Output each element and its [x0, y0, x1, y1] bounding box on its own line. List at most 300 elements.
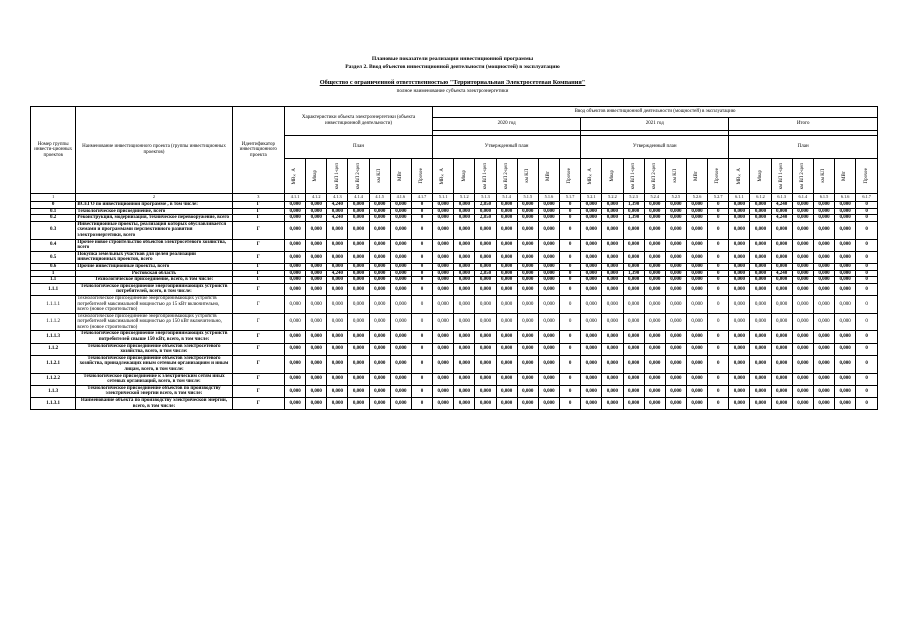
row-value: 0,000: [454, 239, 475, 251]
row-value: 0: [560, 343, 581, 355]
table-row: [31, 202, 878, 209]
row-value: 0: [856, 283, 878, 295]
column-number: 5.1.5: [517, 194, 538, 202]
row-value: 0,000: [623, 277, 644, 284]
document-title: Плановые показатели реализации инвестиционной программы: [371, 56, 534, 62]
row-value: 0,000: [771, 239, 792, 251]
header-unit: [813, 159, 834, 194]
row-value: 0,000: [644, 283, 665, 295]
unit-label: МВ×А: [292, 167, 298, 185]
row-value: 0,000: [771, 313, 792, 331]
row-value: 0,000: [285, 202, 306, 209]
row-value: 0,000: [602, 373, 623, 385]
row-value: 0,000: [581, 385, 602, 397]
row-value: 0,000: [835, 373, 856, 385]
header-unit: [538, 159, 559, 194]
row-number: 1.1.3: [31, 385, 76, 397]
row-value: 0,000: [813, 295, 834, 313]
row-value: 0,000: [538, 277, 559, 284]
row-value: 0,000: [644, 208, 665, 215]
row-value: 0,000: [390, 385, 411, 397]
row-value: 0: [708, 239, 729, 251]
row-value: 0,000: [729, 295, 750, 313]
row-value: 0,000: [454, 270, 475, 277]
row-value: 0,000: [602, 208, 623, 215]
row-value: 0,000: [835, 251, 856, 263]
table-row: [31, 385, 878, 397]
row-value: 0,000: [348, 398, 369, 410]
row-value: 4,240: [327, 202, 348, 209]
column-number: 4.1.2: [306, 194, 327, 202]
row-value: 0: [856, 385, 878, 397]
row-value: 0,000: [538, 208, 559, 215]
column-number: 4.1.5: [369, 194, 390, 202]
row-value: 0,000: [433, 221, 454, 239]
row-value: 0,000: [665, 331, 686, 343]
row-value: 0,000: [517, 215, 538, 222]
row-value: 0,000: [369, 202, 390, 209]
row-id: Г: [232, 263, 284, 270]
row-value: 0,000: [729, 215, 750, 222]
row-value: 0: [856, 270, 878, 277]
row-value: 0,000: [285, 270, 306, 277]
row-name: Технологическое присоединение энергопринимающих устройств потребителей свыше 150 кВт, всего, в том числе:: [76, 331, 232, 343]
row-value: 0: [856, 239, 878, 251]
table-row: [31, 373, 878, 385]
row-value: 0,000: [750, 221, 771, 239]
column-number: 4.1.6: [390, 194, 411, 202]
row-value: 0,000: [306, 331, 327, 343]
header-characteristics: Характеристики объекта электроэнергетики (объекта инвестиционной деятельности): [285, 107, 433, 136]
row-value: 0,000: [306, 270, 327, 277]
row-value: 0,000: [285, 331, 306, 343]
row-value: 0: [708, 331, 729, 343]
row-value: 0,000: [369, 283, 390, 295]
row-value: 0,000: [602, 385, 623, 397]
row-value: 0: [856, 277, 878, 284]
row-value: 0,000: [750, 270, 771, 277]
row-value: 0: [411, 208, 432, 215]
row-value: 0,000: [750, 263, 771, 270]
row-number: 1.1.1.2: [31, 313, 76, 331]
row-value: 0,000: [306, 295, 327, 313]
row-value: 0,000: [665, 295, 686, 313]
row-value: 0,000: [475, 355, 496, 373]
row-value: 0,000: [538, 343, 559, 355]
row-value: 0,000: [517, 202, 538, 209]
row-value: 0: [708, 398, 729, 410]
column-number: 4.1.1: [285, 194, 306, 202]
row-value: 0,000: [306, 277, 327, 284]
row-value: 0: [856, 221, 878, 239]
row-value: 0: [560, 295, 581, 313]
header-unit: [560, 159, 581, 194]
row-value: 0,000: [454, 343, 475, 355]
header-approved-plan-2020: Утвержденный план: [433, 136, 581, 159]
row-value: 0,000: [475, 331, 496, 343]
row-value: 0,000: [348, 283, 369, 295]
row-value: 0,000: [496, 295, 517, 313]
row-value: 0,000: [729, 251, 750, 263]
row-name: Технологическое присоединение энергопринимающих устройств потребителей, всего, в том числе:: [76, 283, 232, 295]
row-value: 0,000: [750, 215, 771, 222]
header-approved-plan-2021: Утвержденный план: [581, 136, 729, 159]
row-value: 0: [560, 355, 581, 373]
row-value: 0,000: [538, 373, 559, 385]
unit-label: км ВЛ 2-цеп: [651, 162, 657, 190]
row-value: 1,390: [623, 202, 644, 209]
row-value: 0,000: [496, 221, 517, 239]
row-value: 0,000: [686, 239, 707, 251]
unit-label: Прочее: [715, 168, 721, 184]
row-value: 0,000: [496, 270, 517, 277]
row-value: 0,000: [285, 277, 306, 284]
row-value: 0,000: [390, 239, 411, 251]
row-value: 0,000: [369, 270, 390, 277]
row-value: 0,000: [771, 355, 792, 373]
row-value: 0,000: [686, 343, 707, 355]
row-value: 0,000: [792, 373, 813, 385]
row-value: 0,000: [792, 215, 813, 222]
row-value: 0,000: [665, 343, 686, 355]
row-value: 0,000: [475, 283, 496, 295]
column-number: 6.1.4: [792, 194, 813, 202]
row-value: 0,000: [792, 251, 813, 263]
row-value: 0,000: [390, 283, 411, 295]
row-value: 0,000: [517, 277, 538, 284]
row-value: 2,850: [475, 202, 496, 209]
row-value: 0,000: [813, 373, 834, 385]
table-row: [31, 208, 878, 215]
row-value: 0,000: [750, 373, 771, 385]
row-value: 0,000: [835, 331, 856, 343]
row-value: 0,000: [538, 221, 559, 239]
row-value: 0,000: [602, 343, 623, 355]
row-value: 0,000: [835, 270, 856, 277]
column-number: 3: [232, 194, 284, 202]
row-id: Г: [232, 221, 284, 239]
row-value: 0,000: [644, 373, 665, 385]
header-plan: План: [285, 136, 433, 159]
row-value: 0: [708, 295, 729, 313]
row-value: 1,390: [623, 270, 644, 277]
row-value: 0: [708, 355, 729, 373]
unit-label: км ВЛ 1-цеп: [778, 162, 784, 190]
row-number: 1.1.1.1: [31, 295, 76, 313]
row-value: 0: [708, 270, 729, 277]
row-value: 0,000: [327, 313, 348, 331]
row-value: 0,000: [792, 343, 813, 355]
row-value: 0,000: [729, 263, 750, 270]
row-value: 0,000: [433, 215, 454, 222]
row-value: 0,000: [665, 202, 686, 209]
row-id: Г: [232, 251, 284, 263]
row-value: 0,000: [285, 295, 306, 313]
row-value: 0,000: [729, 277, 750, 284]
row-value: 0,000: [581, 263, 602, 270]
header-unit: [369, 159, 390, 194]
row-value: 0,000: [792, 263, 813, 270]
row-value: 0,000: [729, 355, 750, 373]
row-value: 0: [856, 331, 878, 343]
row-value: 0,000: [771, 277, 792, 284]
row-value: 0,000: [644, 313, 665, 331]
header-year-2021: 2021 год: [581, 118, 729, 131]
row-id: Г: [232, 215, 284, 222]
header-year-2020: 2020 год: [433, 118, 581, 131]
row-value: 0,000: [454, 208, 475, 215]
row-value: 0,000: [581, 343, 602, 355]
row-value: 0,000: [686, 270, 707, 277]
row-value: 0,000: [771, 373, 792, 385]
table-row: [31, 331, 878, 343]
unit-label: МВт: [842, 171, 848, 181]
column-number: 5.1.4: [496, 194, 517, 202]
row-value: 0,000: [517, 373, 538, 385]
row-value: 0,000: [644, 277, 665, 284]
header-unit: [496, 159, 517, 194]
row-value: 0,000: [813, 398, 834, 410]
row-value: 0,000: [665, 283, 686, 295]
row-value: 0,000: [369, 373, 390, 385]
header-unit: [644, 159, 665, 194]
row-value: 0,000: [327, 355, 348, 373]
row-value: 0,000: [686, 221, 707, 239]
row-value: 0,000: [454, 331, 475, 343]
row-value: 0,000: [750, 208, 771, 215]
row-value: 0,000: [665, 373, 686, 385]
unit-label: км ВЛ 2-цеп: [355, 162, 361, 190]
row-number: 0.3: [31, 221, 76, 239]
unit-label: МВ×А: [588, 167, 594, 185]
row-value: 0: [708, 373, 729, 385]
row-value: 0: [708, 215, 729, 222]
row-value: 0,000: [390, 295, 411, 313]
row-value: 0,000: [602, 263, 623, 270]
row-value: 0,000: [644, 239, 665, 251]
row-value: 0,000: [538, 398, 559, 410]
row-value: 0,000: [454, 385, 475, 397]
row-value: 0,000: [538, 251, 559, 263]
row-value: 1,390: [623, 215, 644, 222]
row-value: 0,000: [750, 251, 771, 263]
row-value: 0,000: [475, 263, 496, 270]
row-value: 0,000: [517, 270, 538, 277]
row-number: 1.1.1: [31, 283, 76, 295]
row-value: 0,000: [623, 355, 644, 373]
column-number: 2: [76, 194, 232, 202]
row-value: 0,000: [686, 313, 707, 331]
row-value: 0,000: [602, 202, 623, 209]
unit-label: км ВЛ 1-цеп: [630, 162, 636, 190]
header-unit: [454, 159, 475, 194]
row-value: 0,000: [771, 385, 792, 397]
header-unit: [285, 159, 306, 194]
row-value: 0,000: [369, 398, 390, 410]
row-value: 0,000: [517, 313, 538, 331]
row-value: 0,000: [348, 215, 369, 222]
row-value: 0: [856, 208, 878, 215]
row-value: 0,000: [327, 283, 348, 295]
row-value: 0,000: [496, 208, 517, 215]
row-value: 0: [856, 202, 878, 209]
row-value: 0,000: [792, 270, 813, 277]
row-id: Г: [232, 355, 284, 373]
row-value: 0,000: [327, 263, 348, 270]
row-number: 1.1.2.1: [31, 355, 76, 373]
row-value: 0,000: [327, 343, 348, 355]
row-value: 0,000: [475, 251, 496, 263]
row-value: 0,000: [306, 263, 327, 270]
row-value: 0,000: [517, 263, 538, 270]
header-unit: [475, 159, 496, 194]
row-value: 0,000: [771, 263, 792, 270]
row-value: 0,000: [433, 263, 454, 270]
row-value: 0,000: [750, 202, 771, 209]
row-value: 0,000: [644, 343, 665, 355]
row-value: 0,000: [835, 215, 856, 222]
row-name: Технологическое присоединение объектов электросетевого хозяйства, принадлежащих иным сетевым организациям и иным лицам, всего, в том числе:: [76, 355, 232, 373]
row-value: 0,000: [602, 295, 623, 313]
header-project-name: Наименование инвестиционного проекта (группы инвестиционных проектов): [76, 107, 232, 194]
row-value: 0,000: [496, 373, 517, 385]
row-id: Г: [232, 202, 284, 209]
unit-label: МВ×А: [440, 167, 446, 185]
row-value: 0,000: [750, 313, 771, 331]
row-value: 0,000: [517, 355, 538, 373]
row-value: 0,000: [602, 251, 623, 263]
row-value: 0,000: [327, 251, 348, 263]
row-value: 0,000: [517, 398, 538, 410]
row-value: 0,000: [602, 355, 623, 373]
row-value: 0: [411, 221, 432, 239]
row-value: 0,000: [538, 331, 559, 343]
header-project-id: Идентификатор инвестиционного проекта: [232, 107, 284, 194]
row-value: 0,000: [623, 295, 644, 313]
row-value: 4,240: [771, 270, 792, 277]
row-value: 0,000: [433, 208, 454, 215]
row-value: 0,000: [348, 295, 369, 313]
row-value: 0,000: [792, 283, 813, 295]
row-value: 0,000: [306, 202, 327, 209]
row-value: 0,000: [686, 385, 707, 397]
row-number: 0.4: [31, 239, 76, 251]
row-value: 0,000: [602, 398, 623, 410]
row-value: 0: [411, 263, 432, 270]
row-value: 0,000: [433, 313, 454, 331]
row-number: 0.5: [31, 251, 76, 263]
row-value: 0,000: [581, 295, 602, 313]
row-value: 0,000: [369, 343, 390, 355]
row-value: 0,000: [369, 295, 390, 313]
row-value: 0: [560, 283, 581, 295]
row-value: 0,000: [813, 221, 834, 239]
row-value: 0,000: [369, 239, 390, 251]
row-value: 0: [411, 277, 432, 284]
row-value: 0: [411, 343, 432, 355]
row-id: Г: [232, 343, 284, 355]
row-value: 0,000: [729, 270, 750, 277]
row-value: 0,000: [285, 313, 306, 331]
row-value: 2,850: [475, 270, 496, 277]
row-value: 0,000: [454, 283, 475, 295]
row-value: 0,000: [581, 398, 602, 410]
row-value: 0,000: [306, 239, 327, 251]
row-value: 0,000: [686, 208, 707, 215]
row-value: 0,000: [581, 355, 602, 373]
row-value: 0,000: [306, 385, 327, 397]
row-value: 0,000: [581, 331, 602, 343]
row-value: 0,000: [686, 263, 707, 270]
row-value: 0: [560, 385, 581, 397]
row-value: 0,000: [538, 283, 559, 295]
unit-label: Прочее: [567, 168, 573, 184]
row-value: 0: [856, 313, 878, 331]
row-value: 0,000: [835, 398, 856, 410]
row-value: 4,240: [327, 215, 348, 222]
row-value: 0,000: [792, 239, 813, 251]
row-value: 0,000: [475, 239, 496, 251]
row-value: 0,000: [729, 239, 750, 251]
table-row: [31, 398, 878, 410]
row-value: 0,000: [623, 398, 644, 410]
row-number: 1.1.1.3: [31, 331, 76, 343]
row-value: 0,000: [433, 283, 454, 295]
row-value: 0,000: [792, 331, 813, 343]
header-unit: [390, 159, 411, 194]
unit-label: км КЛ: [376, 169, 382, 183]
row-value: 0,000: [835, 385, 856, 397]
row-value: 0,000: [771, 398, 792, 410]
table-row: [31, 313, 878, 331]
row-value: 0,000: [348, 277, 369, 284]
row-number: 0: [31, 202, 76, 209]
row-value: 0,000: [433, 277, 454, 284]
row-value: 0,000: [390, 221, 411, 239]
row-value: 0,000: [327, 295, 348, 313]
row-value: 0,000: [686, 251, 707, 263]
row-id: Г: [232, 283, 284, 295]
row-value: 0,000: [665, 277, 686, 284]
row-value: 0,000: [348, 331, 369, 343]
row-value: 0,000: [390, 270, 411, 277]
row-value: 0,000: [623, 208, 644, 215]
unit-label: Прочее: [419, 168, 425, 184]
row-value: 0,000: [771, 331, 792, 343]
row-value: 0,000: [475, 277, 496, 284]
row-value: 0,000: [750, 277, 771, 284]
row-value: 0,000: [750, 343, 771, 355]
unit-label: км ВЛ 1-цеп: [482, 162, 488, 190]
row-value: 0,000: [686, 215, 707, 222]
row-value: 0,000: [327, 331, 348, 343]
row-value: 0,000: [475, 221, 496, 239]
row-value: 0,000: [285, 215, 306, 222]
column-number: 6.1.7: [856, 194, 878, 202]
row-value: 0,000: [835, 221, 856, 239]
row-value: 4,240: [327, 270, 348, 277]
row-value: 0,000: [369, 385, 390, 397]
row-value: 0,000: [771, 343, 792, 355]
row-name: Наименование объекта по производству электрической энергии, всего, в том числе:: [76, 398, 232, 410]
header-unit: [665, 159, 686, 194]
row-value: 0,000: [665, 263, 686, 270]
row-name: Технологическое присоединение объектов по производству электрической энергии всего, в том числе:: [76, 385, 232, 397]
row-value: 0: [708, 263, 729, 270]
row-value: 0,000: [686, 283, 707, 295]
row-value: 0: [411, 239, 432, 251]
row-value: 0,000: [686, 398, 707, 410]
